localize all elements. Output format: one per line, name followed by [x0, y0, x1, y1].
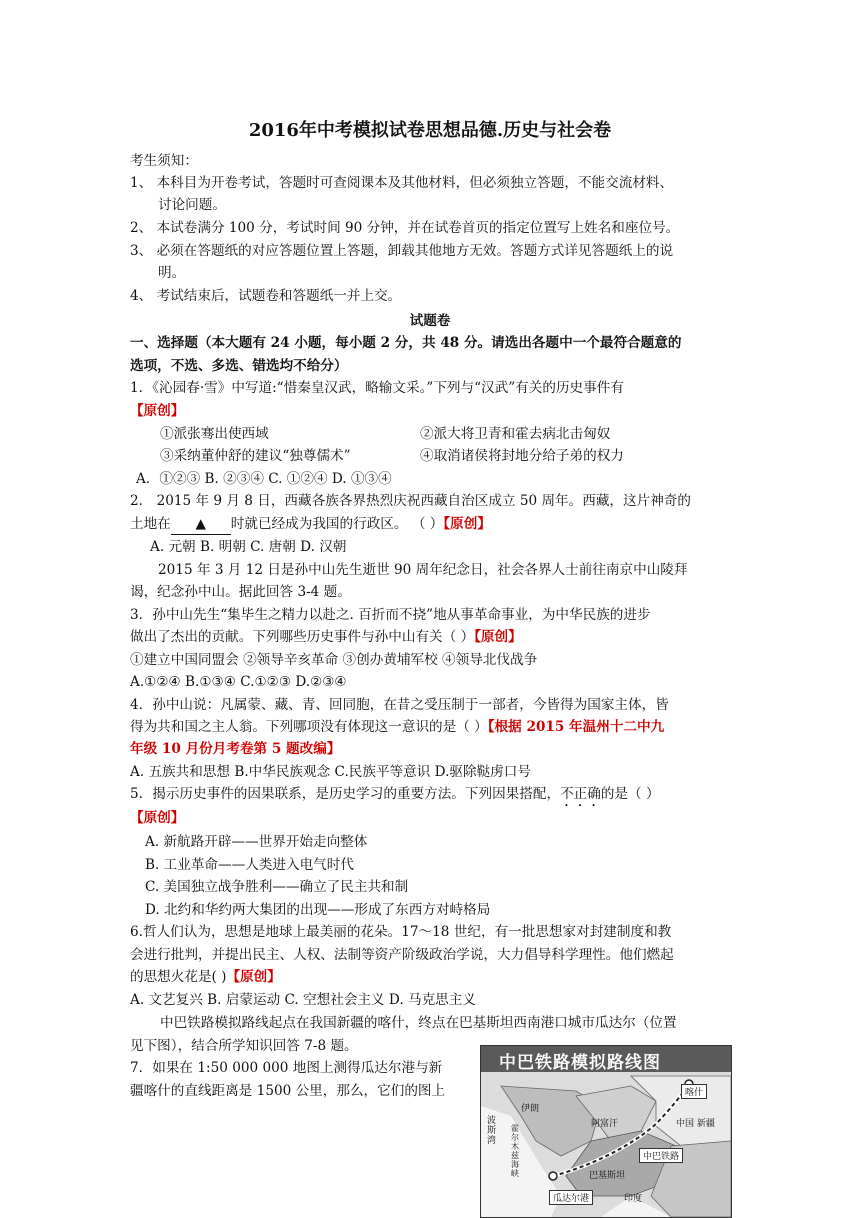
- q3-tag: 【原创】: [474, 629, 522, 645]
- q1-option-1: ①派张骞出使西域: [160, 426, 269, 442]
- q5-option-a: A. 新航路开辟——世界开始走向整体: [145, 834, 368, 850]
- q7-stem-cont: 疆喀什的直线距离是 1500 公里，那么，它们的图上: [130, 1083, 446, 1099]
- q7-stem: 7．如果在 1:50 000 000 地图上测得瓜达尔港与新: [130, 1060, 443, 1076]
- q6-choices: A. 文艺复兴 B. 启蒙运动 C. 空想社会主义 D. 马克思主义: [130, 992, 476, 1008]
- map-label-afghanistan: 阿富汗: [591, 1119, 619, 1129]
- notice-item-2: 2、 本试卷满分 100 分，考试时间 90 分钟，并在试卷首页的指定位置写上姓名和座位号。: [130, 220, 680, 236]
- map-label-india: 印度: [624, 1194, 643, 1204]
- q5-emphasis: 不正确: [560, 786, 601, 802]
- intro-3-4: 2015 年 3 月 12 日是孙中山先生逝世 90 周年纪念日，社会各界人士前往南京中山陵拜: [158, 562, 688, 578]
- q5-stem-pre: 5．揭示历史事件的因果联系，是历史学习的重要方法。下列因果搭配，: [130, 786, 561, 802]
- q1-stem: 1．《沁园春·雪》中写道:“惜秦皇汉武，略输文采。”下列与“汉武”有关的历史事件有: [130, 380, 624, 396]
- map-label-pakistan: 巴基斯坦: [589, 1171, 626, 1181]
- map-label-gulf: 波斯湾: [487, 1116, 497, 1146]
- gwadar-marker: [549, 1172, 557, 1180]
- q2-tag: 【原创】: [443, 516, 491, 532]
- q2-stem-part2: 时就已经成为我国的行政区。 （ ）: [230, 516, 444, 532]
- intro-7-8: 中巴铁路模拟路线起点在我国新疆的喀什，终点在巴基斯坦西南港口城市瓜达尔（位置: [160, 1015, 677, 1031]
- page-title: 2016年中考模拟试卷思想品德.历史与社会卷: [248, 120, 612, 141]
- railway-map: [480, 1045, 732, 1218]
- section-1-heading: 一、选择题（本大题有 24 小题，每小题 2 分，共 48 分。请选出各题中一个最符合题意的: [130, 335, 682, 351]
- q6-stem-end: [130, 967, 281, 987]
- q3-items: ①建立中国同盟会 ②领导辛亥革命 ③创办黄埔军校 ④领导北伐战争: [130, 652, 538, 668]
- notice-item-4: 4、 考试结束后，试题卷和答题纸一并上交。: [130, 288, 402, 304]
- q6-tag: 【原创】: [226, 969, 281, 985]
- q4-tag-cont: 年级 10 月份月考卷第 5 题改编】: [130, 741, 341, 757]
- q4-stem-cont: [130, 717, 664, 737]
- q3-stem-cont: [130, 627, 522, 647]
- q6-stem-cont: 会进行批判，并提出民主、人权、法制等资产阶级政治学说，大力倡导科学理性。他们燃起: [130, 947, 674, 963]
- intro-3-4-cont: 谒，纪念孙中山。据此回答 3-4 题。: [130, 584, 351, 600]
- q2-stem-part1: 土地在: [130, 516, 171, 532]
- map-title: 中巴铁路模拟路线图: [499, 1053, 661, 1073]
- q6-stem: 6.哲人们认为，思想是地球上最美丽的花朵。17～18 世纪，有一批思想家对封建制度和教: [130, 924, 672, 940]
- map-label-kashgar: 喀什: [681, 1084, 707, 1099]
- q1-option-2: ②派大将卫青和霍去病北击匈奴: [420, 426, 611, 442]
- q3-stem: 3．孙中山先生“集毕生之精力以赴之. 百折而不挠”地从事革命事业，为中华民族的进步: [130, 607, 651, 623]
- q5-stem-post: 的是（ ）: [600, 786, 660, 802]
- q4-stem: 4．孙中山说：凡属蒙、藏、青、回同胞，在昔之受压制于一部者，今皆得为国家主体，皆: [130, 697, 669, 713]
- map-label-gwadar: 瓜达尔港: [549, 1190, 593, 1205]
- notice-item-3: 3、 必须在答题纸的对应答题位置上答题，卸载其他地方无效。答题方式详见答题纸上的说: [130, 243, 674, 259]
- map-label-iran: 伊朗: [521, 1104, 540, 1114]
- notice-heading: 考生须知：: [130, 153, 198, 169]
- q6-stem-text: 的思想火花是( ): [130, 969, 227, 985]
- section-title: 试题卷: [409, 313, 451, 329]
- intro-7-8-cont: 见下图），结合所学知识回答 7-8 题。: [130, 1038, 358, 1054]
- q4-tag: 【根据 2015 年温州十二中九: [487, 719, 665, 735]
- map-label-railway: 中巴铁路: [639, 1148, 683, 1163]
- q3-stem-text: 做出了杰出的贡献。下列哪些历史事件与孙中山有关（ ）: [130, 629, 475, 645]
- q3-choices: A.①②④ B.①③④ C.①②③ D.②③④: [130, 674, 347, 690]
- q5-option-d: D. 北约和华约两大集团的出现——形成了东西方对峙格局: [145, 902, 491, 918]
- q5-option-c: C. 美国独立战争胜利——确立了民主共和制: [145, 879, 409, 895]
- notice-item-1: 1、 本科目为开卷考试，答题时可查阅课本及其他材料，但必须独立答题，不能交流材料、: [130, 175, 674, 191]
- q1-option-3: ③采纳董仲舒的建议“独尊儒术”: [160, 448, 351, 464]
- q2-blank: ▲: [171, 514, 231, 535]
- q2-choices: A. 元朝 B. 明朝 C. 唐朝 D. 汉朝: [150, 539, 347, 555]
- section-1-heading-cont: 选项，不选、多选、错选均不给分）: [130, 358, 348, 374]
- q5-option-b: B. 工业革命——人类进入电气时代: [145, 857, 354, 873]
- q5-tag: 【原创】: [130, 810, 185, 826]
- notice-item-3-cont: 明。: [158, 265, 186, 281]
- q4-stem-text: 得为共和国之主人翁。下列哪项没有体现这一意识的是（ ）: [130, 719, 488, 735]
- map-label-hormuz: 霍尔木兹海峡: [511, 1124, 519, 1178]
- q2-stem: 2． 2015 年 9 月 8 日，西藏各族各界热烈庆祝西藏自治区成立 50 周年。西藏，这片神奇的: [130, 493, 691, 509]
- q1-tag: 【原创】: [130, 403, 185, 419]
- map-label-china-xinjiang: 中国 新疆: [676, 1119, 715, 1129]
- q4-choices: A. 五族共和思想 B.中华民族观念 C.民族平等意识 D.驱除鞑虏口号: [130, 764, 531, 780]
- q2-stem-cont: [130, 514, 491, 535]
- q1-option-4: ④取消诸侯将封地分给子弟的权力: [420, 448, 624, 464]
- notice-item-1-cont: 讨论问题。: [158, 197, 226, 213]
- q5-stem: [130, 784, 660, 810]
- q1-choices: A．①②③ B. ②③④ C. ①②④ D. ①③④: [136, 471, 392, 487]
